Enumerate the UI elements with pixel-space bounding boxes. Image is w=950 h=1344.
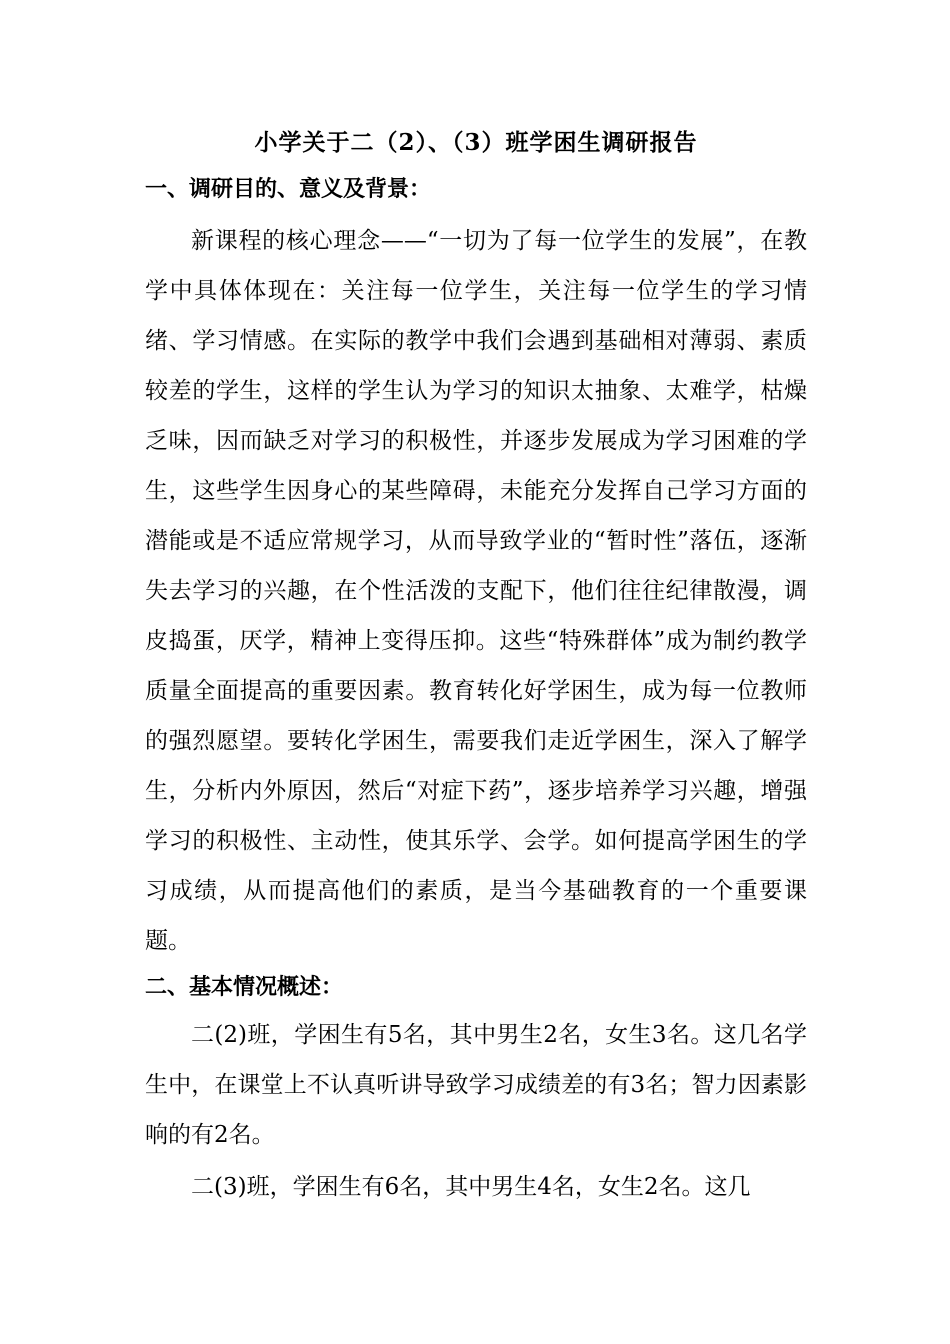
- section-2-heading: 二、基本情况概述：: [145, 974, 344, 1000]
- section-2-paragraph-1: 二(2)班，学困生有5名，其中男生2名，女生3名。这几名学生中，在课堂上不认真听讲导致学习成绩差的有3名；智力因素影响的有2名。: [145, 1022, 807, 1148]
- section-1-heading: 一、调研目的、意义及背景：: [145, 176, 432, 202]
- document-title: 小学关于二（2）、（3）班学困生调研报告: [254, 129, 698, 156]
- section-1-paragraph: 新课程的核心理念——“一切为了每一位学生的发展”，在教学中具体体现在：关注每一位学生，关注每一位学生的学习情绪、学习情感。在实际的教学中我们会遇到基础相对薄弱、素质较差的学生，这样的学生认为学习的知识太抽象、太难学，枯燥乏味，因而缺乏对学习的积极性，并逐步发展成为学习困难的学生，这些学生因身心的某些障碍，未能充分发挥自己学习方面的潜能或是不适应常规学习，从而导致学业的“暂时性”落伍，逐渐失去学习的兴趣，在个性活泼的支配下，他们往往纪律散漫，调皮捣蛋，厌学，精神上变得压抑。这些“特殊群体”成为制约教学质量全面提高的重要因素。教育转化好学困生，成为每一位教师的强烈愿望。要转化学困生，需要我们走近学困生，深入了解学生，分析内外原因，然后“对症下药”，逐步培养学习兴趣，增强学习的积极性、主动性，使其乐学、会学。如何提高学困生的学习成绩，从而提高他们的素质，是当今基础教育的一个重要课题。: [145, 228, 807, 954]
- section-2-paragraph-2: 二(3)班，学困生有6名，其中男生4名，女生2名。这几: [191, 1174, 751, 1200]
- document-page: [145, 128, 807, 1212]
